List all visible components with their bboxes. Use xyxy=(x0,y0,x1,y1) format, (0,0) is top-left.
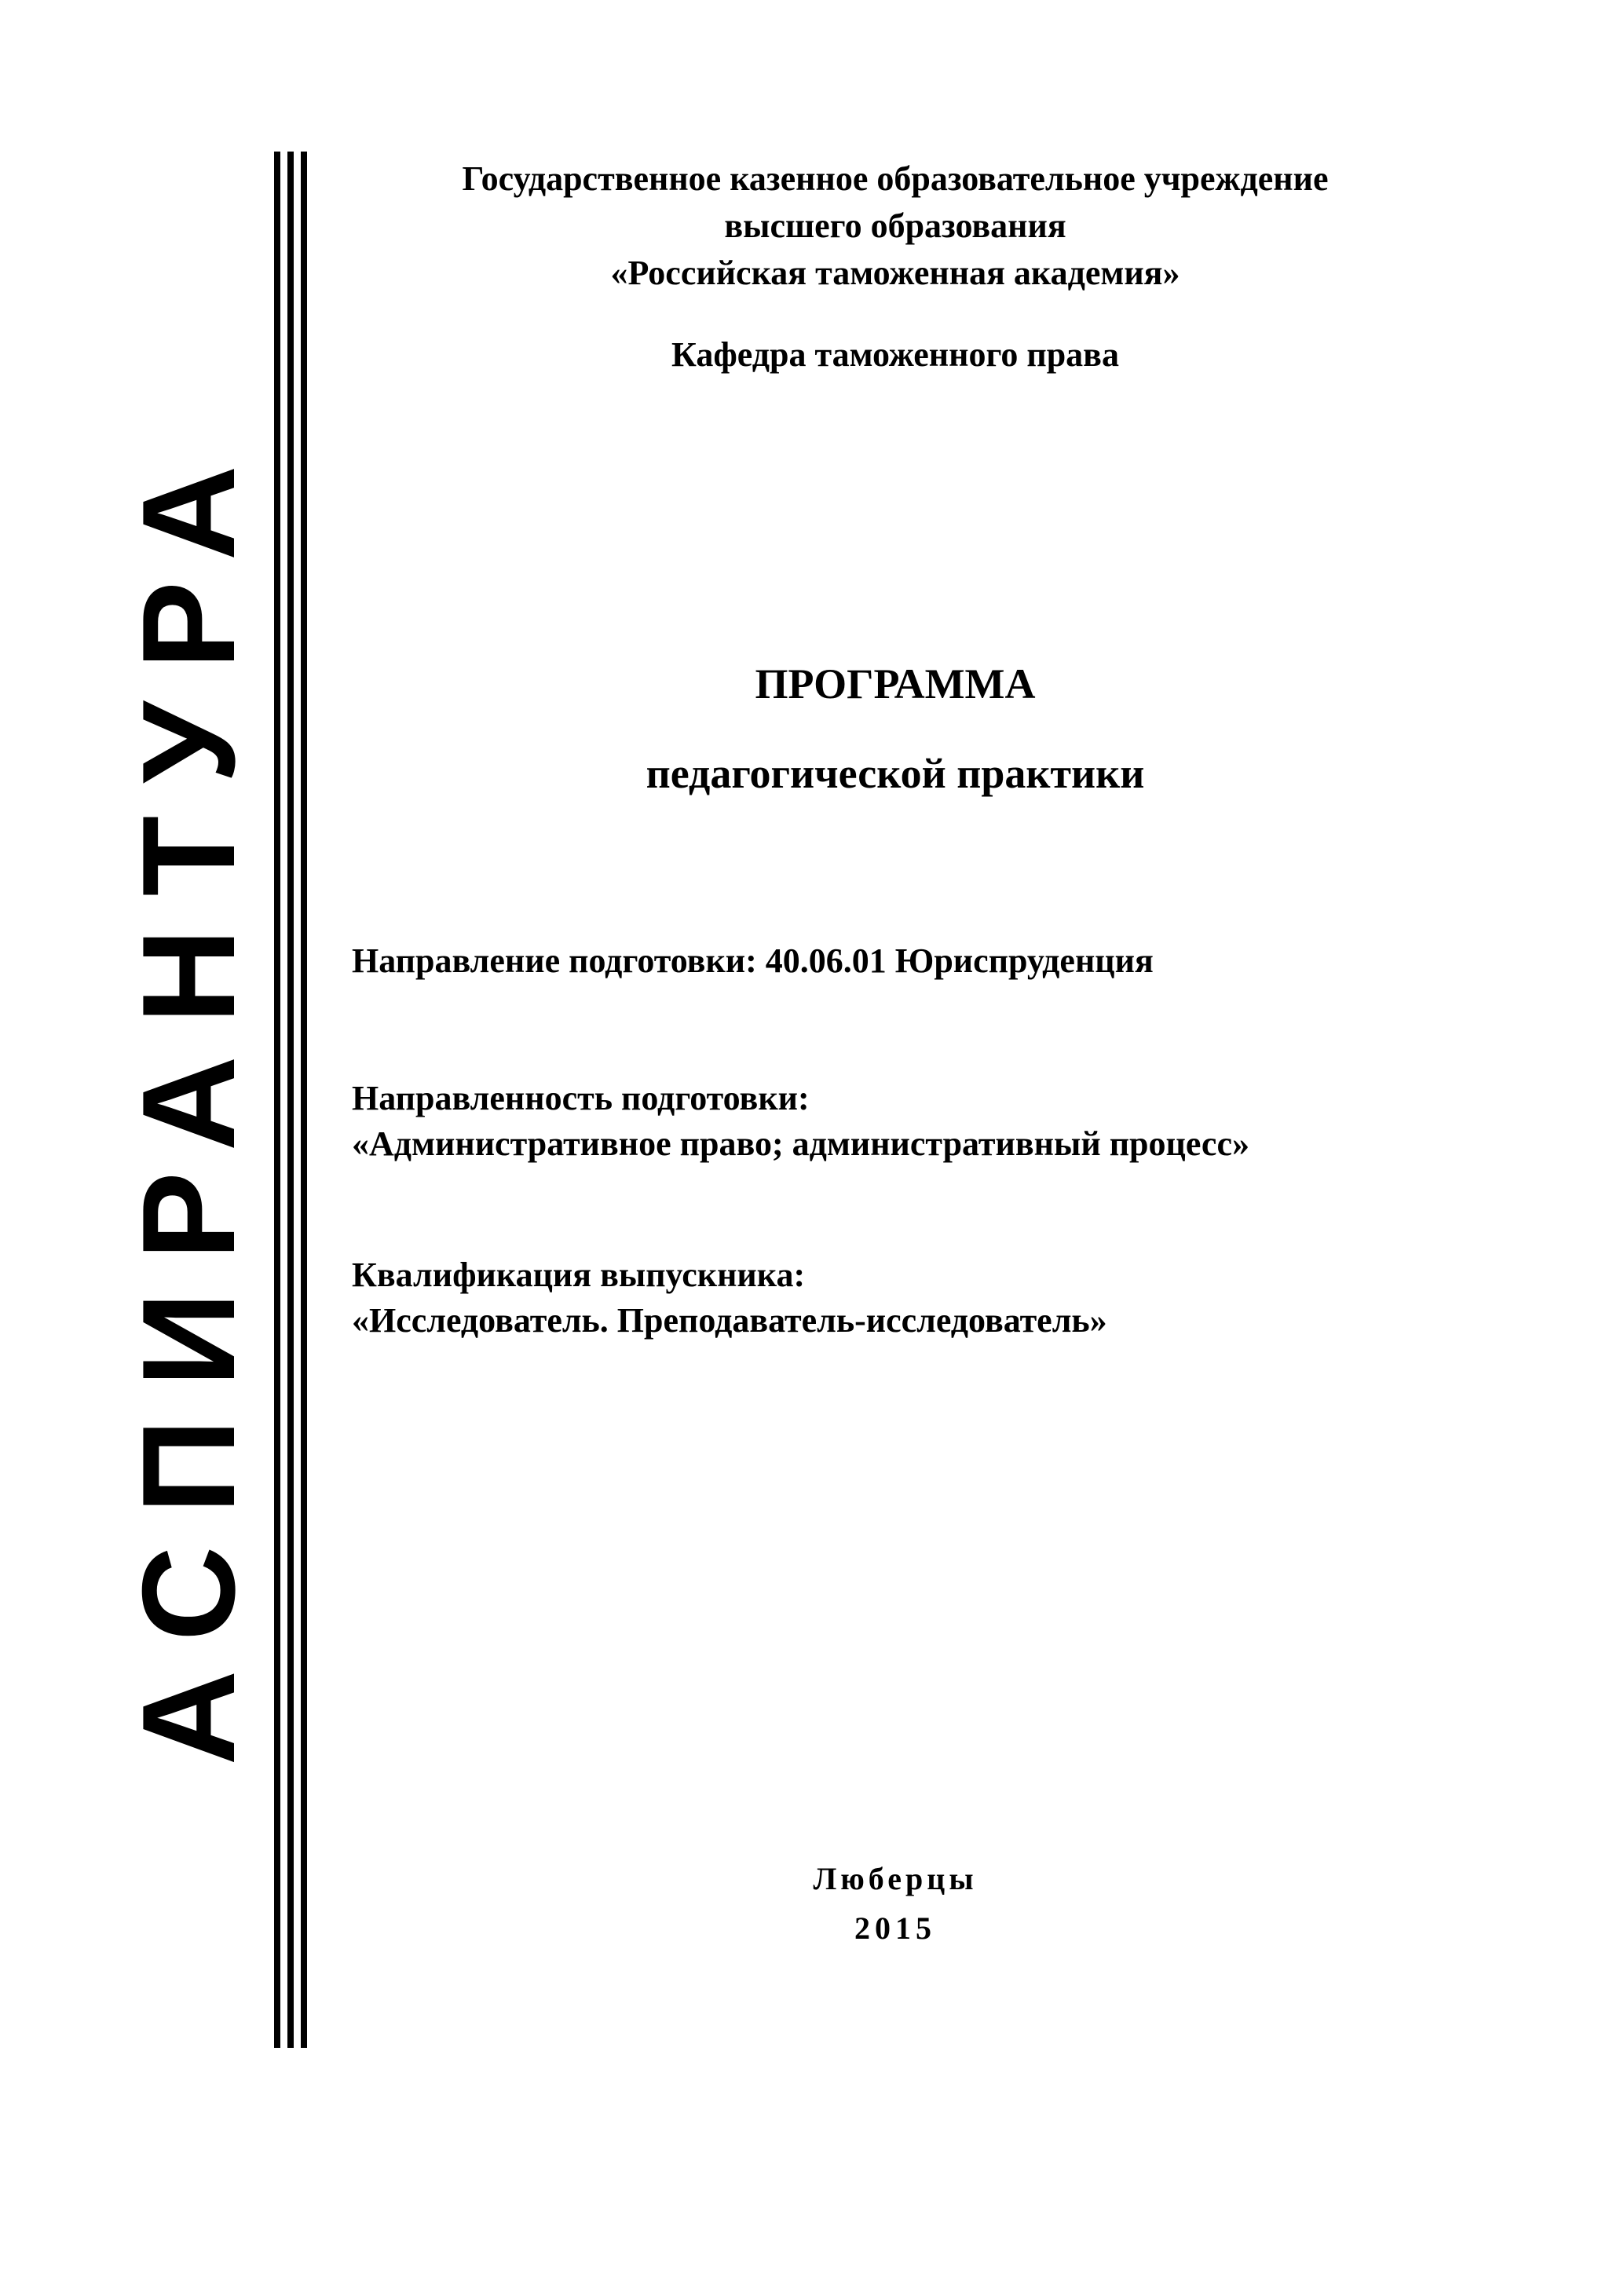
vertical-triple-rule xyxy=(274,152,307,2048)
document-title: ПРОГРАММА xyxy=(755,660,1036,707)
department-name: Кафедра таможенного права xyxy=(671,335,1119,374)
graduate-qualification-value: «Исследователь. Преподаватель-исследователь» xyxy=(352,1301,1107,1340)
side-banner-text: АСПИРАНТУРА xyxy=(115,433,262,1766)
training-direction: Направление подготовки: 40.06.01 Юриспруденция xyxy=(352,941,1154,980)
institution-line-3: «Российская таможенная академия» xyxy=(610,254,1180,292)
graduate-qualification xyxy=(352,1252,1107,1344)
training-profile xyxy=(352,1076,1249,1167)
vertical-rule-line xyxy=(274,152,280,2048)
vertical-rule-line xyxy=(301,152,307,2048)
institution-line-2: высшего образования xyxy=(724,207,1066,245)
training-profile-label: Направленность подготовки: xyxy=(352,1079,810,1117)
graduate-qualification-label: Квалификация выпускника: xyxy=(352,1256,806,1294)
publication-city: Люберцы xyxy=(813,1861,978,1896)
institution-header xyxy=(330,155,1461,297)
training-profile-value: «Административное право; административный процесс» xyxy=(352,1124,1249,1163)
publication-year: 2015 xyxy=(854,1910,936,1946)
document-subtitle: педагогической практики xyxy=(646,750,1145,797)
vertical-rule-line xyxy=(287,152,294,2048)
institution-line-1: Государственное казенное образовательное учреждение xyxy=(462,159,1329,198)
